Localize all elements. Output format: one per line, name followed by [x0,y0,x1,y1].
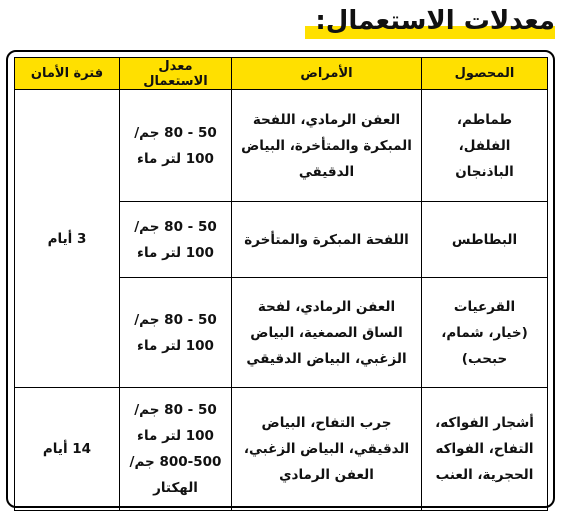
rate-cell: 50 - 80 جم/ 100 لتر ماء 800-500 جم/ الهكتار [120,388,232,511]
safety-cell: 3 أيام [15,90,120,388]
page-title: معدلات الاستعمال: [315,6,555,36]
diseases-cell: العفن الرمادي، لفحة الساق الصمغية، البياض الزغبي، البياض الدقيقي [232,278,422,388]
usage-rates-table [14,57,548,511]
diseases-cell: جرب التفاح، البياض الدقيقي، البياض الزغبي، العفن الرمادي [232,388,422,511]
rate-cell: 50 - 80 جم/ 100 لتر ماء [120,202,232,278]
header-safety: فترة الأمان [15,58,120,90]
crop-cell: أشجار الفواكه، التفاح، الفواكه الحجرية، العنب [422,388,548,511]
header-rate: معدل الاستعمال [120,58,232,90]
rate-cell: 50 - 80 جم/ 100 لتر ماء [120,278,232,388]
crop-cell: القرعيات (خيار، شمام، حبحب) [422,278,548,388]
crop-cell: طماطم، الفلفل، الباذنجان [422,90,548,202]
rate-cell: 50 - 80 جم/ 100 لتر ماء [120,90,232,202]
diseases-cell: اللفحة المبكرة والمتأخرة [232,202,422,278]
crop-cell: البطاطس [422,202,548,278]
header-crop: المحصول [422,58,548,90]
diseases-cell: العفن الرمادي، اللفحة المبكرة والمتأخرة، البياض الدقيقي [232,90,422,202]
heading-block [295,4,555,42]
table-row [15,90,548,202]
header-diseases: الأمراض [232,58,422,90]
table-header-row [15,58,548,90]
table-row [15,388,548,511]
safety-cell: 14 أيام [15,388,120,511]
